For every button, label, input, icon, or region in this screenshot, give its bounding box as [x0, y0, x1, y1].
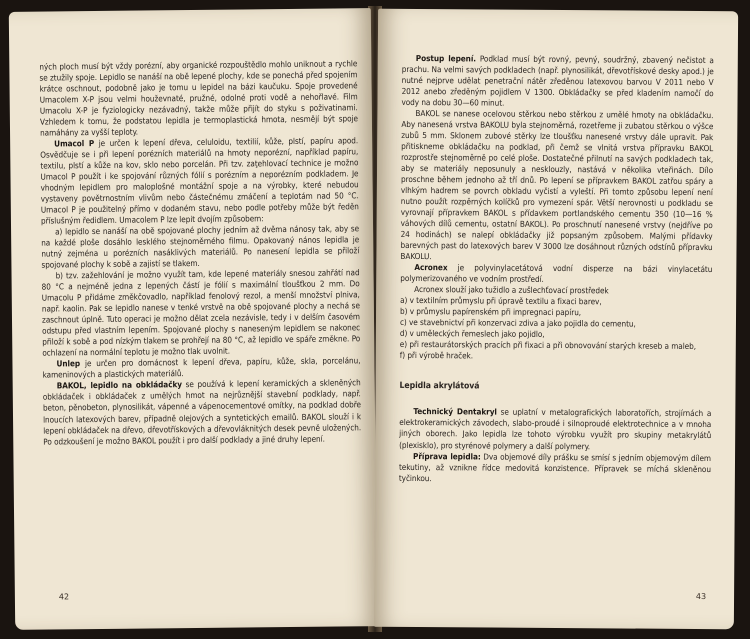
paragraph: b) tzv. zažehlování je možno využít tam, kde lepené materiály snesou zahřátí nad 80 °C a nejméně jedna z lepených částí je fólií s maximální tloušťkou 2 mm. Do Umacolu P přidáme změkčovadlo, například fenolový rezol, a menší množství plniva, např. kaolin. Pak se lepidlo nanese v tenké vrstvě na obě spojované plochy a nechá se zaschnout úplně. Tuto operaci je možno dělat zcela nezávisle, tedy i v delším časovém odstupu před vlastním lepením. Spojované plochy s naneseným lepidlem se nakonec přiloží k sobě a pod nízkým tlakem se prohřejí na 80 °C, až lepidlo ve spáře změkne. Po ochlazení na normální teplotu je možno tlak uvolnit. [41, 267, 361, 358]
page-number: 42 [58, 592, 70, 602]
paragraph: BAKOL se nanese ocelovou stěrkou nebo stěrkou z umělé hmoty na obkládačku. Aby nanesená vrstva BAKOLU byla stejnoměrná, rozetřeme ji zubatou stěrkou o výšce zubů 5 mm. Sklonem zubové stěrky lze tloušťku nanesené vrstvy dále upravit. Pak přitiskneme obkládačku na podklad, při čemž se vlnitá vrstva přípravku BAKOL rozprostře stejnoměrně po celé ploše. Dostatečné přilnutí na savých podkladech tak, aby se materiály neposunuly a nesklouzly, nastává v několika vteřinách. Dílo proschne během jednoho až tří dnů. Po lepení se přípravkem BAKOL zatřou spáry a vlhkým hadrem se povrch obkladu vyčistí a vyleští. Při tomto způsobu lepení není nutno použít rozpěrných kolíčků pro vymezení spár. Větší nerovnosti u podkladu se vyrovnají přípravkem BAKOL s přídavkem portlandského cementu 350 (10—16 % váhových dílů cementu, ostatní BAKOL). Po proschnutí nanesené vrstvy (nejdříve po 24 hodinách) se nalepí obkládačky již popsaným způsobem. Malými přídavky barevných past do latexových barev V 3000 lze dosáhnout různých odstínů přípravku BAKOLU. [400, 108, 714, 262]
term: Umacol P [54, 138, 95, 149]
list-item: d) v uměleckých řemeslech jako pojidlo, [399, 328, 545, 340]
left-page-text [39, 58, 361, 447]
list-item: c) ve stavebnictví při konzervaci zdiva a jako pojidla do cementu, [399, 317, 636, 329]
paragraph: Acronex slouží jako tužidlo a zušlechťovací prostředek [414, 284, 609, 296]
paragraph-body: je polyvinylacetátová vodní disperze na bázi vinylacetátu polymerizovaného ve vodním prostředí. [400, 262, 713, 285]
list-item: b) v průmyslu papírenském při impregnaci papíru, [400, 306, 582, 318]
term: Technický Dentakryl [413, 406, 497, 418]
list-item: f) při výrobě hraček. [399, 350, 474, 361]
paragraph [401, 53, 713, 110]
paragraph: ných ploch musí být vždy porézní, aby organické rozpouštědlo mohlo uniknout a rychle se ztužily spoje. Lepidlo se nanáší na obě lepené plochy, kde se ponechá před spojením krátce oschnout, podobně jako je tomu u lepidel na bázi kaučuku. Spoje provedené Umacolem X-P jsou velmi houževnaté, pružné, odolné proti vodě a nehořlavé. Film Umacolu X-P je fyziologicky nezávadný, takže může přijít do styku s poživatinami. Vzhledem k tomu, že podstatou lepidla je termoplastická hmota, nesmějí být spoje namáhány za vyšší teploty. [39, 58, 358, 138]
paragraph-body: Podklad musí být rovný, pevný, soudržný, zbavený nečistot a prachu. Na velmi savých podkladech (např. plynosilikát, dřevotřískové desky apod.) je nutné nejprve udělat penetrační nátěr zředěnou latexovou barvou V 2011 nebo V 2012 anebo zředěným pojidlem V 1300. Obkládačky se před kladením namočí do vody na dobu 30—60 minut. [401, 53, 714, 108]
section-heading: Lepidla akrylátová [399, 381, 480, 392]
term: Unlep [56, 358, 81, 369]
paragraph [399, 406, 711, 452]
list-item: e) při restaurátorských pracích při fixaci a při obnovování starých kreseb a maleb, [399, 339, 697, 352]
right-page [374, 9, 738, 629]
paragraph-body: se uplatní v metalografických laboratořích, strojírnách a elektrokeramických závodech, slabo-proudé i silnoproudé elektrotechnice a v mnoha jiných oborech. Jako lepidla lze tohoto výrobku využít pro skupiny metakrylátů (plexisklo), pro styrénové polymery a další polymery. [399, 407, 712, 451]
paragraph [40, 135, 359, 226]
paragraph: a) lepidlo se nanáší na obě spojované plochy jedním až dvěma nánosy tak, aby se na každé ploše dosáhlo lesklého stejnoměrného filmu. Opakovaný nános lepidla je nutný zejména u porézních nasáklivých materiálů. Po nanesení lepidla se přiloží spojované plochy k sobě a zajistí se tlakem. [41, 223, 360, 270]
paragraph [43, 378, 362, 447]
paragraph-body: se používá k lepení keramických a skleněných obkládaček i obkládaček z umělých hmot na nejrůznější stavební podklady, např. beton, pěnobeton, plynosilikát, vápenné a vápenocementové omítky, na podklad dobře lnoucích latexových barev, případně olejových a syntetických emailů. BAKOL slouží i k lepení obkládaček na dřevo, dřevotřískových a dřevovláknitých desek pevně uložených. Po odzkoušení je možno BAKOL použít i pro další podklady a jiné druhy lepení. [42, 377, 362, 447]
page-number: 43 [695, 591, 707, 602]
term: BAKOL, lepidlo na obkládačky [56, 379, 183, 391]
paragraph-body: je určen k lepení dřeva, celuloidu, textilií, kůže, plstí, papíru apod. Osvědčuje se i při lepení porézních materiálů na hmoty neporézní, například papíru, textilu, plstí a kůže na kov, sklo nebo porcelán. Při tzv. zaţehlovací technice je možno Umacol P použít i ke spojování různých fólií s porézním a neporézním podkladem. Je vhodným lepidlem pro maloplošné montážní spoje a na výrobky, které nebudou vystaveny povětrnostním vlivům nebo částečnému zmáčení a teplotám nad 50 °C. Umacol P je použitelný přímo v dodaném stavu, nebo podle potřeby může být ředěn příslušným ředidlem. Umacolem P lze lepit dvojím způsobem: [40, 135, 359, 226]
paragraph-body: Dva objemové díly prášku se smísí s jedním objemovým dílem tekutiny, až vznikne řídce medovitá konzistence. Přípravek se míchá skleněnou tyčinkou. [398, 450, 712, 483]
term: Acronex [414, 262, 448, 273]
list-item: a) v textilním průmyslu při úpravě textilu a fixaci barev, [400, 295, 602, 307]
term: Příprava lepidla: [413, 450, 481, 461]
paragraph [399, 450, 711, 485]
paragraph [400, 262, 712, 286]
paragraph-body: je určen pro domácnost k lepení dřeva, papíru, kůže, skla, porcelánu, kameninových a plastických materiálů. [42, 355, 361, 381]
term: Postup lepení. [415, 53, 477, 64]
right-page-text [399, 53, 714, 486]
left-page [9, 8, 377, 630]
